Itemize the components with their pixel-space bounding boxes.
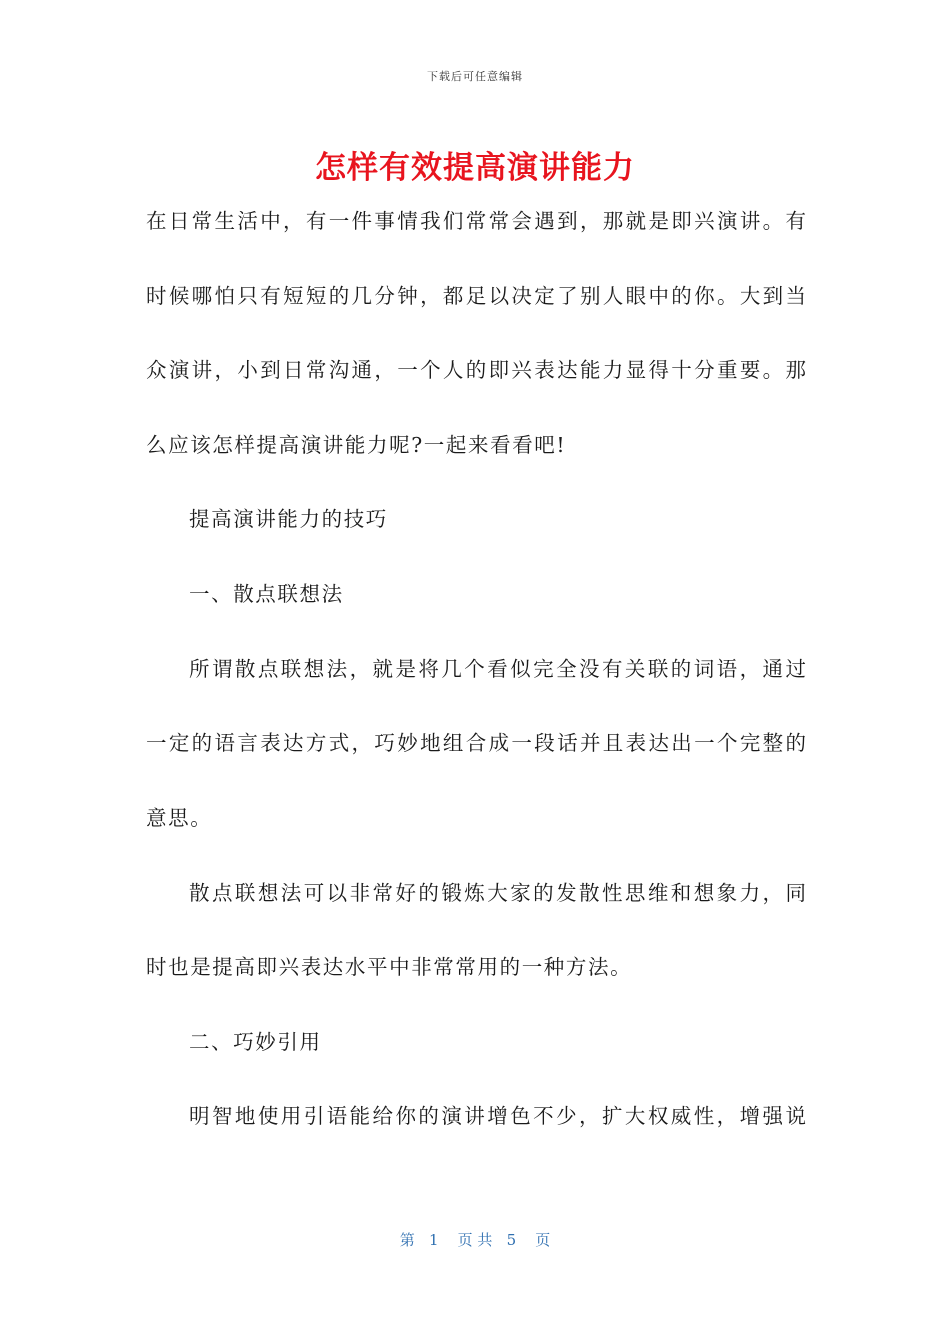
page-number: 第 1 页 共 5 页 xyxy=(399,1231,551,1249)
header-note: 下载后可任意编辑 xyxy=(427,70,523,83)
body-line: 时候哪怕只有短短的几分钟，都足以决定了别人眼中的你。大到当 xyxy=(146,284,806,308)
subsection-heading: 二、巧妙引用 xyxy=(189,1030,322,1054)
body-line: 时也是提高即兴表达水平中非常常用的一种方法。 xyxy=(146,955,633,979)
document-title: 怎样有效提高演讲能力 xyxy=(315,150,635,186)
subsection-heading: 一、散点联想法 xyxy=(189,582,344,606)
body-line: 所谓散点联想法，就是将几个看似完全没有关联的词语，通过 xyxy=(189,657,806,681)
body-line: 众演讲，小到日常沟通，一个人的即兴表达能力显得十分重要。那 xyxy=(146,358,806,382)
body-line: 明智地使用引语能给你的演讲增色不少，扩大权威性，增强说 xyxy=(189,1104,806,1128)
body-line: 一定的语言表达方式，巧妙地组合成一段话并且表达出一个完整的 xyxy=(146,731,806,755)
body-line: 散点联想法可以非常好的锻炼大家的发散性思维和想象力，同 xyxy=(189,881,806,905)
body-line: 在日常生活中，有一件事情我们常常会遇到，那就是即兴演讲。有 xyxy=(146,209,806,233)
body-line: 么应该怎样提高演讲能力呢?一起来看看吧! xyxy=(146,433,567,457)
section-heading: 提高演讲能力的技巧 xyxy=(189,507,388,531)
body-line: 意思。 xyxy=(146,806,213,830)
